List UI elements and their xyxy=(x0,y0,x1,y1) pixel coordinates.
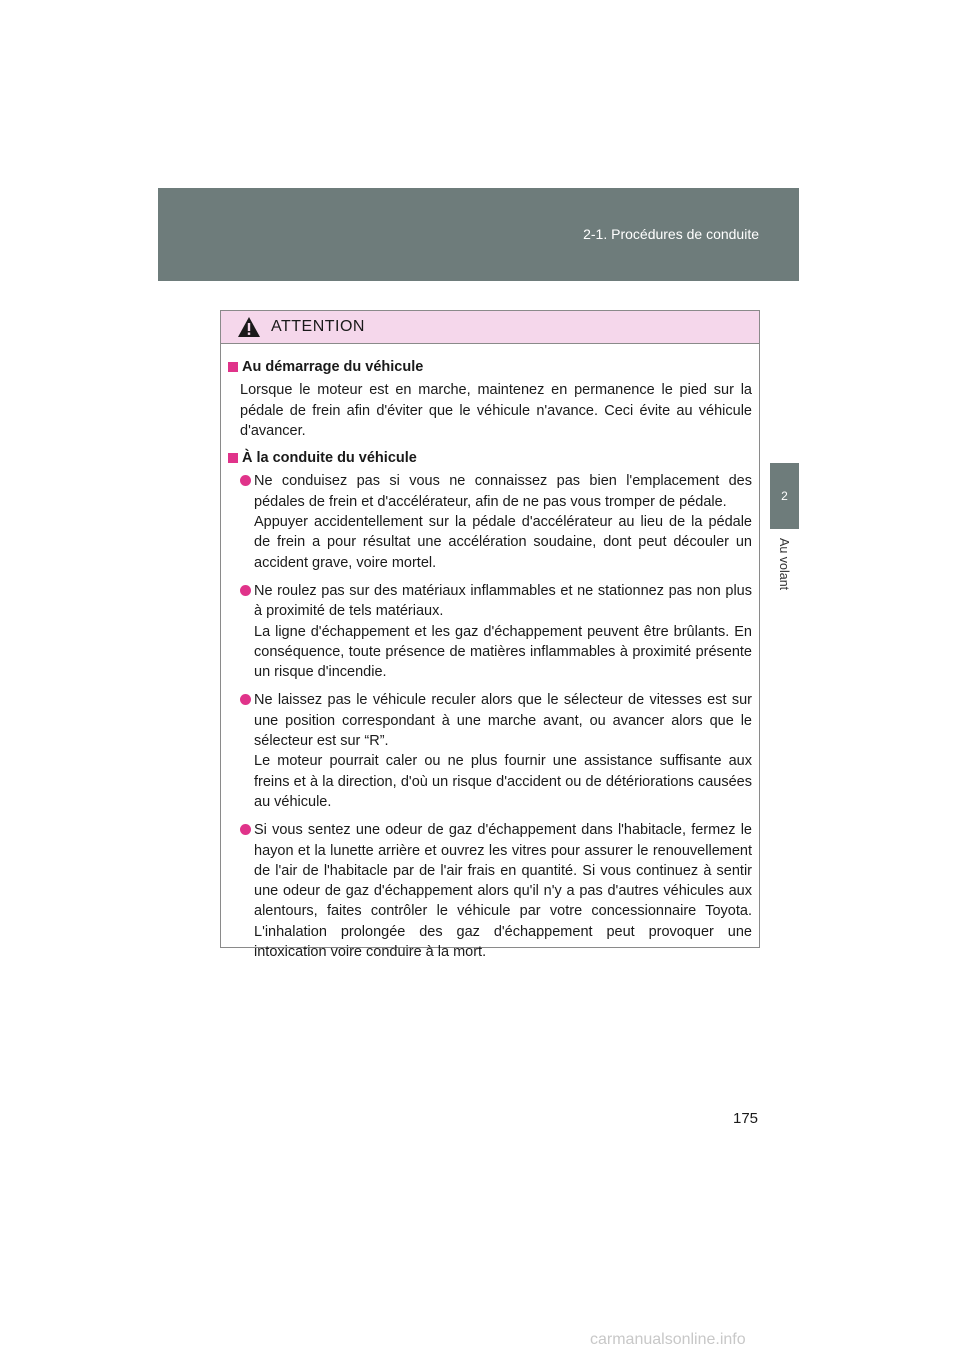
square-bullet-icon xyxy=(228,453,238,463)
list-item-text: Ne conduisez pas si vous ne connaissez pas bien l'emplacement des pédales de frein et d'accélérateur, afin de ne pas vous tromper de pédale. xyxy=(254,473,752,510)
list-item xyxy=(228,820,752,962)
list-item xyxy=(228,471,752,572)
page-number: 175 xyxy=(733,1110,759,1127)
chapter-tab: 2 xyxy=(770,463,799,529)
section-heading-text: Au démarrage du véhicule xyxy=(242,359,424,375)
list-item-text: Ne laissez pas le véhicule reculer alors que le sélecteur de vitesses est sur une position correspondant à une marche avant, ou avancer alors que le sélecteur est sur “R”. xyxy=(254,692,752,750)
list-item-text: La ligne d'échappement et les gaz d'échappement peuvent être brûlants. En conséquence, toute présence de matières inflammables à proximité présente un risque d'incendie. xyxy=(254,623,752,681)
section-heading xyxy=(228,357,752,377)
section-heading xyxy=(228,448,752,468)
warning-title: ATTENTION xyxy=(271,318,365,335)
section-paragraph: Lorsque le moteur est en marche, maintenez en permanence le pied sur la pédale de frein afin d'éviter que le véhicule n'avance. Ceci évite au véhicule d'avancer. xyxy=(240,382,752,439)
list-item xyxy=(228,581,752,682)
warning-body xyxy=(221,344,759,962)
list-item-text: Ne roulez pas sur des matériaux inflammables et ne stationnez pas non plus à proximité de tels matériaux. xyxy=(254,582,752,620)
list-item-text: Appuyer accidentellement sur la pédale d'accélérateur au lieu de la pédale de frein a pour résultat une accélération soudaine, dont peut découler un accident grave, voire mortel. xyxy=(254,514,752,571)
list-item-text: Le moteur pourrait caler ou ne plus fournir une assistance suffisante aux freins et à la direction, d'où un risque d'accident ou de détériorations causées au véhicule. xyxy=(254,753,752,810)
round-bullet-icon xyxy=(240,824,251,835)
list-item-text: Si vous sentez une odeur de gaz d'échappement dans l'habitacle, fermez le hayon et la lunette arrière et ouvrez les vitres pour assurer le renouvellement de l'air de l'habitacle par de l'air frais en quantité. Si vous continuez à sentir une odeur de gaz d'échappement alors qu'il n'y a pas d'autres véhicules aux alentours, faites contrôler le véhicule par votre concessionnaire Toyota. L'inhalation prolongée des gaz d'échappement peut provoquer une intoxication voire conduire à la mort. xyxy=(254,822,752,961)
warning-triangle-icon xyxy=(237,316,261,338)
square-bullet-icon xyxy=(228,362,238,372)
section-heading-text: À la conduite du véhicule xyxy=(242,450,417,467)
list-item xyxy=(228,690,752,812)
section-title: 2-1. Procédures de conduite xyxy=(583,226,759,242)
watermark: carmanualsonline.info xyxy=(590,1331,746,1348)
header-band xyxy=(158,188,799,281)
warning-header xyxy=(221,311,759,344)
round-bullet-icon xyxy=(240,694,251,705)
chapter-label: Au volant xyxy=(777,538,791,591)
round-bullet-icon xyxy=(240,585,251,596)
warning-box xyxy=(220,310,760,961)
round-bullet-icon xyxy=(240,475,251,486)
